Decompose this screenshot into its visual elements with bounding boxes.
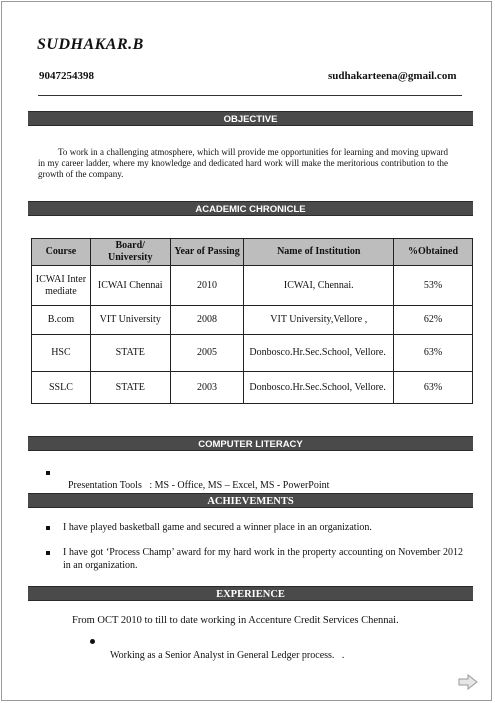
academic-table	[31, 238, 473, 404]
list-item-text: I have got ‘Process Champ’ award for my hard work in the property accounting on November 2012 in an organization.	[63, 547, 463, 571]
email-address: sudhakarteena@gmail.com	[328, 70, 457, 82]
list-item-text: Working as a Senior Analyst in General Ledger process. .	[110, 650, 345, 661]
table-cell: SSLC	[32, 372, 91, 404]
list-item	[63, 466, 329, 492]
table-cell: 2008	[170, 306, 244, 335]
list-item	[63, 546, 463, 572]
bullet-icon	[46, 526, 50, 530]
table-cell: VIT University	[90, 306, 170, 335]
table-cell: Donbosco.Hr.Sec.School, Vellore.	[244, 335, 394, 372]
list-item-text: I have played basketball game and secured a winner place in an organization.	[63, 522, 372, 533]
bullet-icon	[90, 639, 95, 644]
header-divider	[38, 95, 462, 96]
table-cell: ICWAI Chennai	[90, 266, 170, 306]
table-cell: ICWAI Intermediate	[32, 266, 91, 306]
column-header: Course	[32, 239, 91, 266]
table-cell: B.com	[32, 306, 91, 335]
objective-heading: OBJECTIVE	[28, 111, 473, 126]
list-item-text: Presentation Tools : MS - Office, MS – Excel, MS - PowerPoint	[68, 480, 330, 491]
bullet-icon	[46, 551, 50, 555]
table-header-row	[32, 239, 473, 266]
table-cell: 2005	[170, 335, 244, 372]
objective-text: To work in a challenging atmosphere, which will provide me opportunities for learning and moving upward in my career ladder, where my knowledge and dedicated hard work will make the meritorious contribution to the growth of the company.	[38, 147, 448, 179]
table-row	[32, 266, 473, 306]
table-row	[32, 372, 473, 404]
achievements-heading: ACHIEVEMENTS	[28, 493, 473, 508]
table-cell: Donbosco.Hr.Sec.School, Vellore.	[244, 372, 394, 404]
column-header: %Obtained	[394, 239, 473, 266]
table-cell: 62%	[394, 306, 473, 335]
table-cell: 63%	[394, 372, 473, 404]
table-cell: 63%	[394, 335, 473, 372]
list-item	[105, 636, 344, 662]
list-item	[63, 521, 463, 534]
column-header: Name of Institution	[244, 239, 394, 266]
phone-number: 9047254398	[39, 70, 94, 82]
table-cell: 53%	[394, 266, 473, 306]
academic-heading: ACADEMIC CHRONICLE	[28, 201, 473, 216]
table-cell: HSC	[32, 335, 91, 372]
bullet-icon	[46, 471, 50, 475]
table-cell: ICWAI, Chennai.	[244, 266, 394, 306]
computer-literacy-heading: COMPUTER LITERACY	[28, 436, 473, 451]
table-cell: 2003	[170, 372, 244, 404]
table-row	[32, 306, 473, 335]
column-header: Board/ University	[90, 239, 170, 266]
experience-text: From OCT 2010 to till to date working in Accenture Credit Services Chennai.	[72, 615, 399, 626]
candidate-name: SUDHAKAR.B	[37, 36, 144, 53]
table-row	[32, 335, 473, 372]
table-cell: 2010	[170, 266, 244, 306]
experience-heading: EXPERIENCE	[28, 586, 473, 601]
table-cell: STATE	[90, 335, 170, 372]
next-arrow-icon[interactable]	[458, 674, 478, 690]
table-cell: STATE	[90, 372, 170, 404]
column-header: Year of Passing	[170, 239, 244, 266]
table-cell: VIT University,Vellore ,	[244, 306, 394, 335]
